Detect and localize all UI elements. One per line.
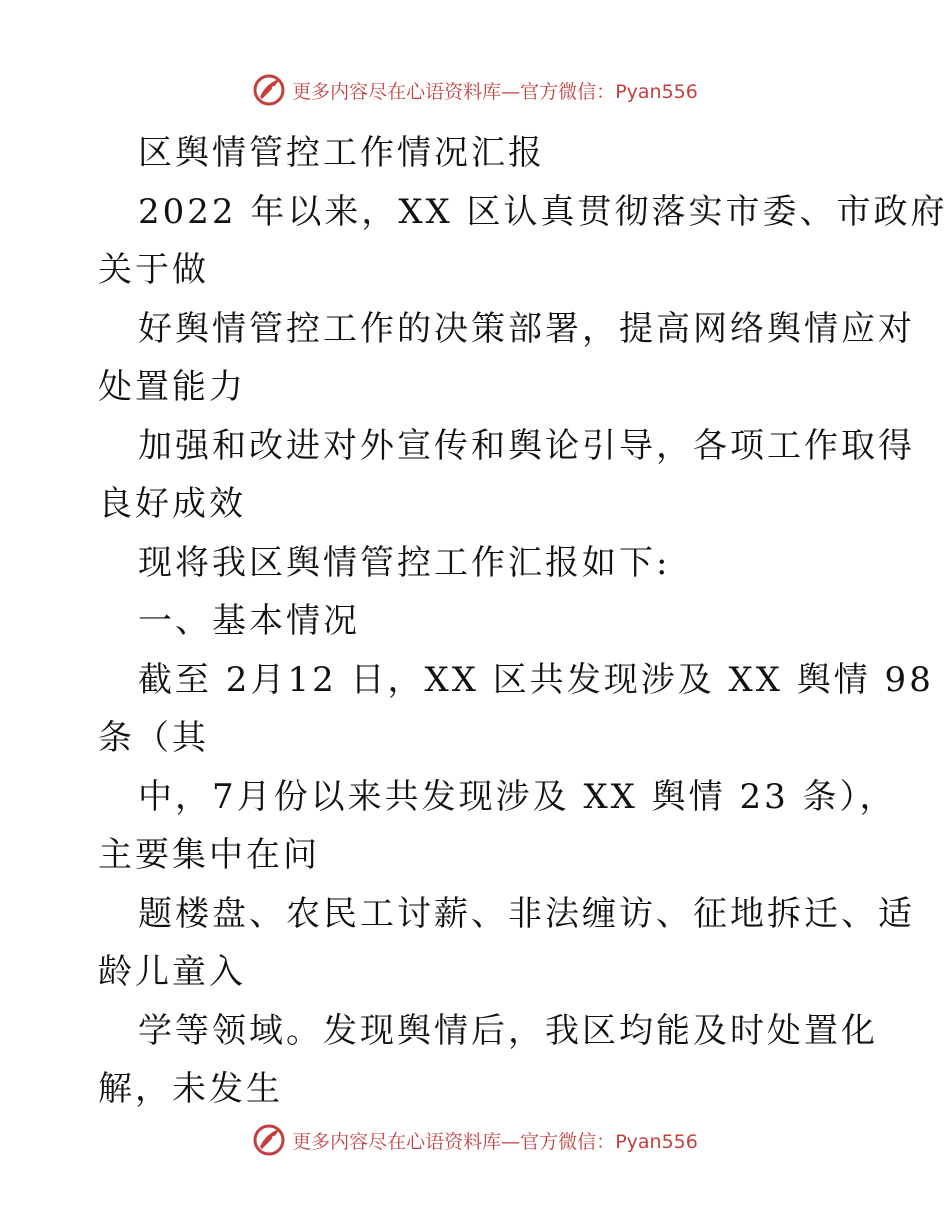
paragraph-line: 关于做	[98, 250, 209, 290]
paragraph-line: 截至 2月12 日，XX 区共发现涉及 XX 舆情 98	[138, 659, 934, 700]
pen-logo-icon	[252, 73, 286, 107]
section-heading: 一、基本情况	[138, 601, 360, 641]
paragraph-line: 中，7月份以来共发现涉及 XX 舆情 23 条），	[138, 776, 897, 817]
header-watermark	[0, 70, 950, 110]
paragraph-line: 题楼盘、农民工讨薪、非法缠访、征地拆迁、适	[138, 893, 915, 934]
watermark-text: 更多内容尽在心语资料库—官方微信：Pyan556	[292, 80, 698, 103]
paragraph-line: 处置能力	[98, 367, 246, 407]
watermark-text: 更多内容尽在心语资料库—官方微信：Pyan556	[292, 1130, 698, 1153]
footer-watermark	[0, 1120, 950, 1160]
paragraph-line: 龄儿童入	[98, 952, 246, 992]
paragraph-line: 良好成效	[98, 484, 246, 524]
paragraph-line: 主要集中在问	[98, 835, 320, 875]
paragraph-line: 现将我区舆情管控工作汇报如下:	[138, 542, 671, 583]
paragraph-line: 好舆情管控工作的决策部署，提高网络舆情应对	[138, 308, 915, 349]
paragraph-line: 条（其	[98, 718, 209, 758]
paragraph-line: 2022 年以来，XX 区认真贯彻落实市委、市政府	[138, 191, 948, 232]
paragraph-line: 解，未发生	[98, 1069, 283, 1109]
document-title: 区舆情管控工作情况汇报	[138, 133, 545, 173]
paragraph-line: 加强和改进对外宣传和舆论引导，各项工作取得	[138, 425, 915, 466]
pen-logo-icon	[252, 1123, 286, 1157]
document-body	[98, 124, 948, 1119]
paragraph-line: 学等领域。发现舆情后，我区均能及时处置化	[138, 1010, 878, 1051]
